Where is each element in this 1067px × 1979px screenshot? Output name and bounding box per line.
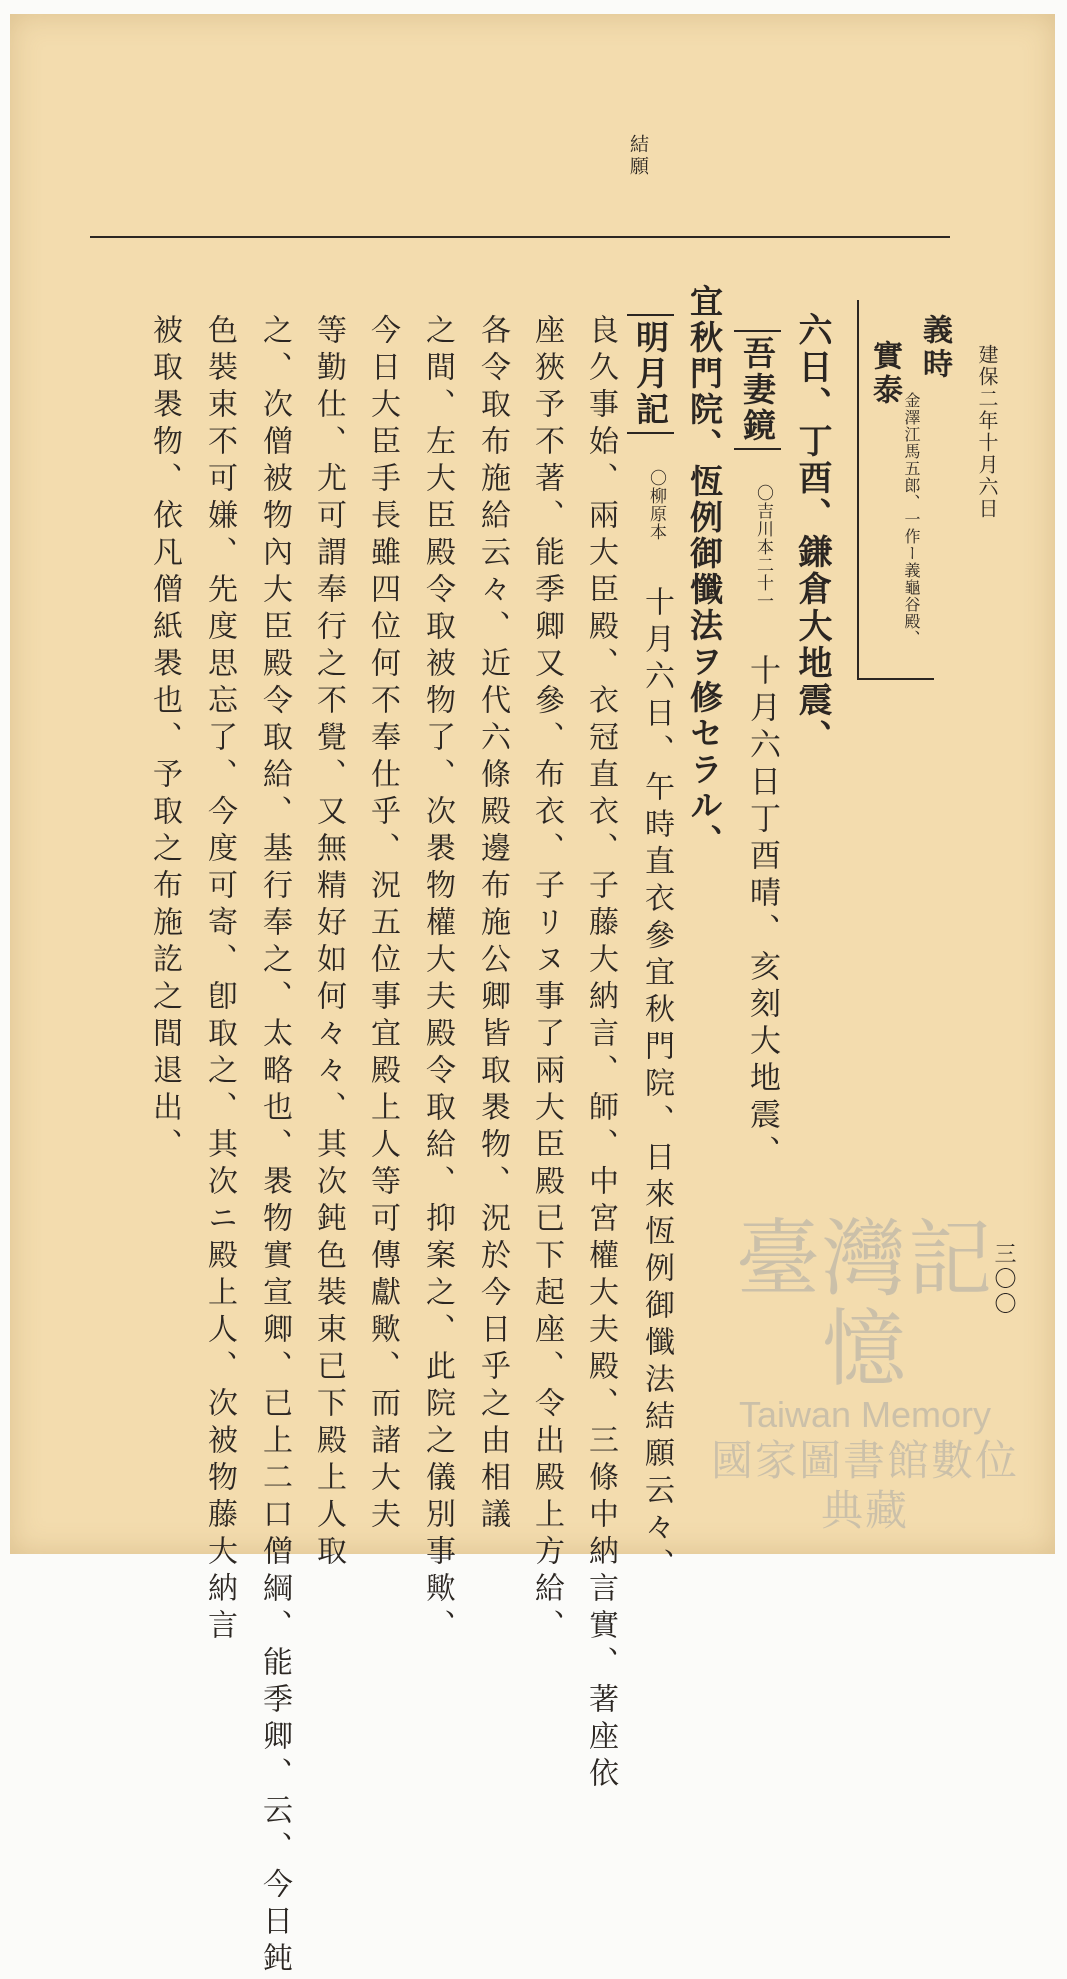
source-text-1: 十月六日丁酉晴、亥刻大地震、 (744, 654, 780, 1172)
body-column: 色裝束不可嫌、先度思忘了、今度可寄、卽取之、其次ニ殿上人、次被物藤大納言 (202, 314, 237, 1646)
source-label-2: 明月記 (627, 314, 674, 434)
watermark (700, 1210, 1030, 1536)
body-column: 十月六日、午時直衣參宜秋門院、日來恆例御懺法結願云々、 (639, 586, 674, 1585)
source-note-2: 〇柳原本 (646, 469, 666, 541)
entry-heading: 六日、丁酉、鎌倉大地震、 (792, 312, 832, 756)
body-column: 各令取布施給云々、近代六條殿邊布施公卿皆取褁物、況於今日乎之由相議 (475, 314, 510, 1535)
running-title: 結願 (627, 134, 649, 178)
page-number: 三〇〇 (991, 1242, 1016, 1317)
document-page (10, 14, 1055, 1979)
person-name-1: 義時 (917, 314, 952, 382)
body-column: 今日大臣手長雖四位何不奉仕乎、況五位事宜殿上人等可傳獻歟、而諸大夫 (365, 314, 400, 1535)
body-column: 之間、左大臣殿令取被物了、次褁物權大夫殿令取給、抑案之、此院之儀別事歟、 (420, 314, 455, 1646)
source-label-1: 吾妻鏡 (734, 330, 781, 450)
date-header: 建保二年十月六日 (975, 344, 999, 520)
person-note: 金澤江馬五郎、一作ー義龜谷殿、 (902, 392, 921, 647)
body-column: 良久事始、兩大臣殿、衣冠直衣、子藤大納言、師、中宮權大夫殿、三條中納言實、著座依 (583, 314, 618, 1794)
body-column: 之、次僧被物內大臣殿令取給、基行奉之、太略也、褁物實宣卿、已上二口僧綱、能季卿、云、今日鈍 (257, 314, 292, 1979)
person-name-2: 實泰 (867, 340, 902, 408)
watermark-logo: 臺灣記憶 (735, 1210, 994, 1398)
body-column: 等勤仕、尤可謂奉行之不覺、又無精好如何々々、其次鈍色裝束已下殿上人取 (311, 314, 346, 1572)
body-column: 被取褁物、依凡僧紙褁也、予取之布施訖之間退出、 (147, 314, 182, 1165)
header-rule (90, 236, 950, 238)
watermark-english: Taiwan Memory (738, 1394, 992, 1435)
body-column: 座狹予不著、能季卿又參、布衣、子リヌ事了兩大臣殿已下起座、令出殿上方給、 (529, 314, 564, 1646)
entry-heading-2: 宜秋門院、恆例御懺法ヲ修セラル、 (685, 284, 724, 860)
watermark-chinese: 國家圖書館數位典藏 (710, 1436, 1019, 1535)
source-note-1: 〇吉川本二十一 (753, 484, 773, 610)
